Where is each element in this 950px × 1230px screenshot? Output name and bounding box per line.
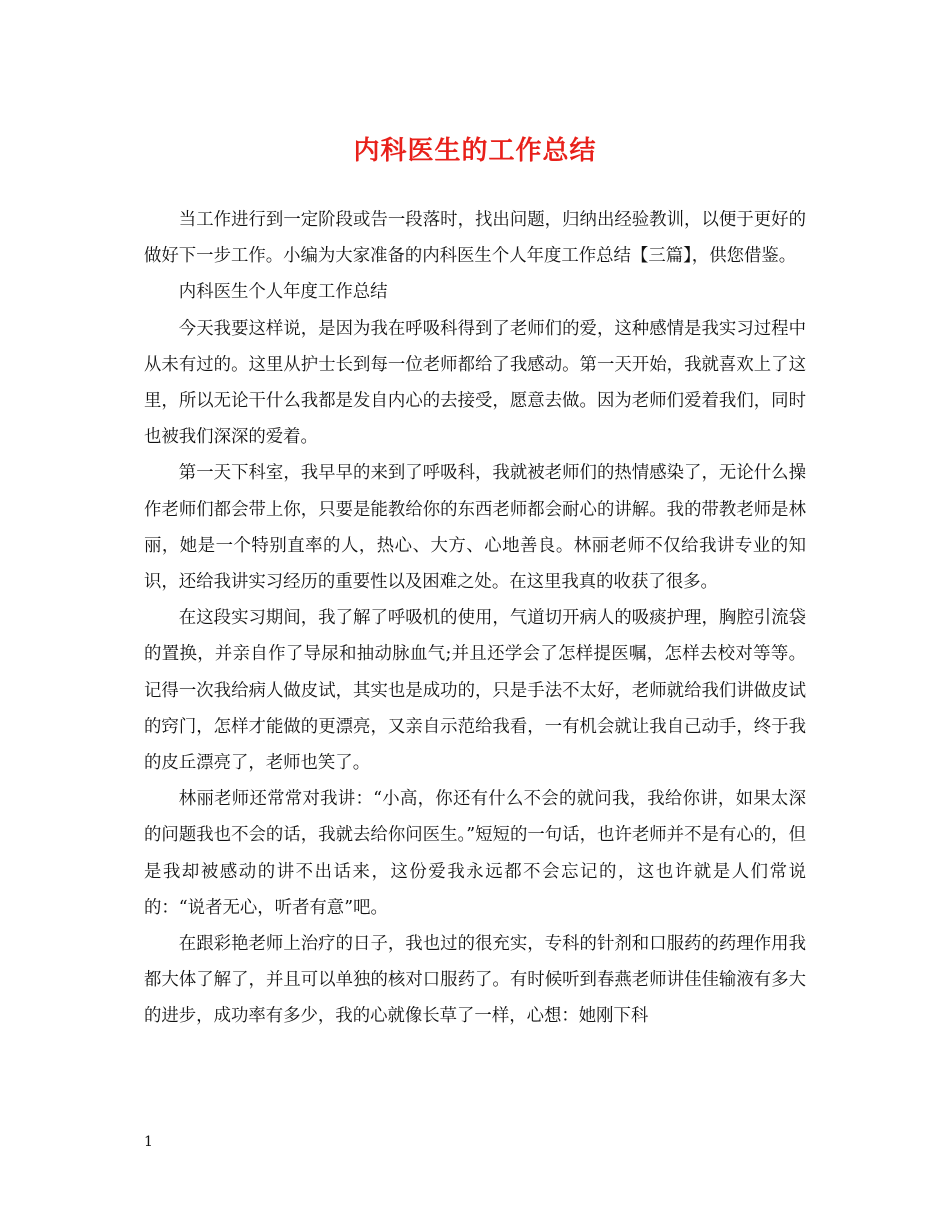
paragraph: 今天我要这样说，是因为我在呼吸科得到了老师们的爱，这种感情是我实习过程中从未有过的。这里从护士长到每一位老师都给了我感动。第一天开始，我就喜欢上了这里，所以无论干什么我都是发自内心的去接受，愿意去做。因为老师们爱着我们，同时也被我们深深的爱着。 bbox=[144, 318, 806, 448]
paragraph: 第一天下科室，我早早的来到了呼吸科，我就被老师们的热情感染了，无论什么操作老师们都会带上你，只要是能教给你的东西老师都会耐心的讲解。我的带教老师是林丽，她是一个特别直率的人，热心、大方、心地善良。林丽老师不仅给我讲专业的知识，还给我讲实习经历的重要性以及困难之处。在这里我真的收获了很多。 bbox=[144, 463, 806, 593]
paragraph-intro: 当工作进行到一定阶段或告一段落时，找出问题，归纳出经验教训，以便于更好的做好下一步工作。小编为大家准备的内科医生个人年度工作总结【三篇】，供您借鉴。 bbox=[144, 210, 806, 267]
document-title: 内科医生的工作总结 bbox=[353, 136, 597, 166]
section-heading: 内科医生个人年度工作总结 bbox=[178, 282, 388, 303]
page-number: 1 bbox=[144, 1134, 153, 1150]
paragraph: 在跟彩艳老师上治疗的日子，我也过的很充实，专科的针剂和口服药的药理作用我都大体了解了，并且可以单独的核对口服药了。有时候听到春燕老师讲佳佳输液有多大的进步，成功率有多少，我的心就像长草了一样，心想：她刚下科 bbox=[144, 934, 806, 1027]
paragraph: 在这段实习期间，我了解了呼吸机的使用，气道切开病人的吸痰护理，胸腔引流袋的置换，并亲自作了导尿和抽动脉血气;并且还学会了怎样提医嘱，怎样去校对等等。记得一次我给病人做皮试，其实也是成功的，只是手法不太好，老师就给我们讲做皮试的窍门，怎样才能做的更漂亮，又亲自示范给我看，一有机会就让我自己动手，终于我的皮丘漂亮了，老师也笑了。 bbox=[144, 608, 806, 774]
document-body bbox=[144, 202, 806, 1035]
paragraph: 林丽老师还常常对我讲：“小高，你还有什么不会的就问我，我给你讲，如果太深的问题我也不会的话，我就去给你问医生。”短短的一句话，也许老师并不是有心的，但是我却被感动的讲不出话来，这份爱我永远都不会忘记的，这也许就是人们常说的：“说者无心，听者有意”吧。 bbox=[144, 789, 806, 918]
